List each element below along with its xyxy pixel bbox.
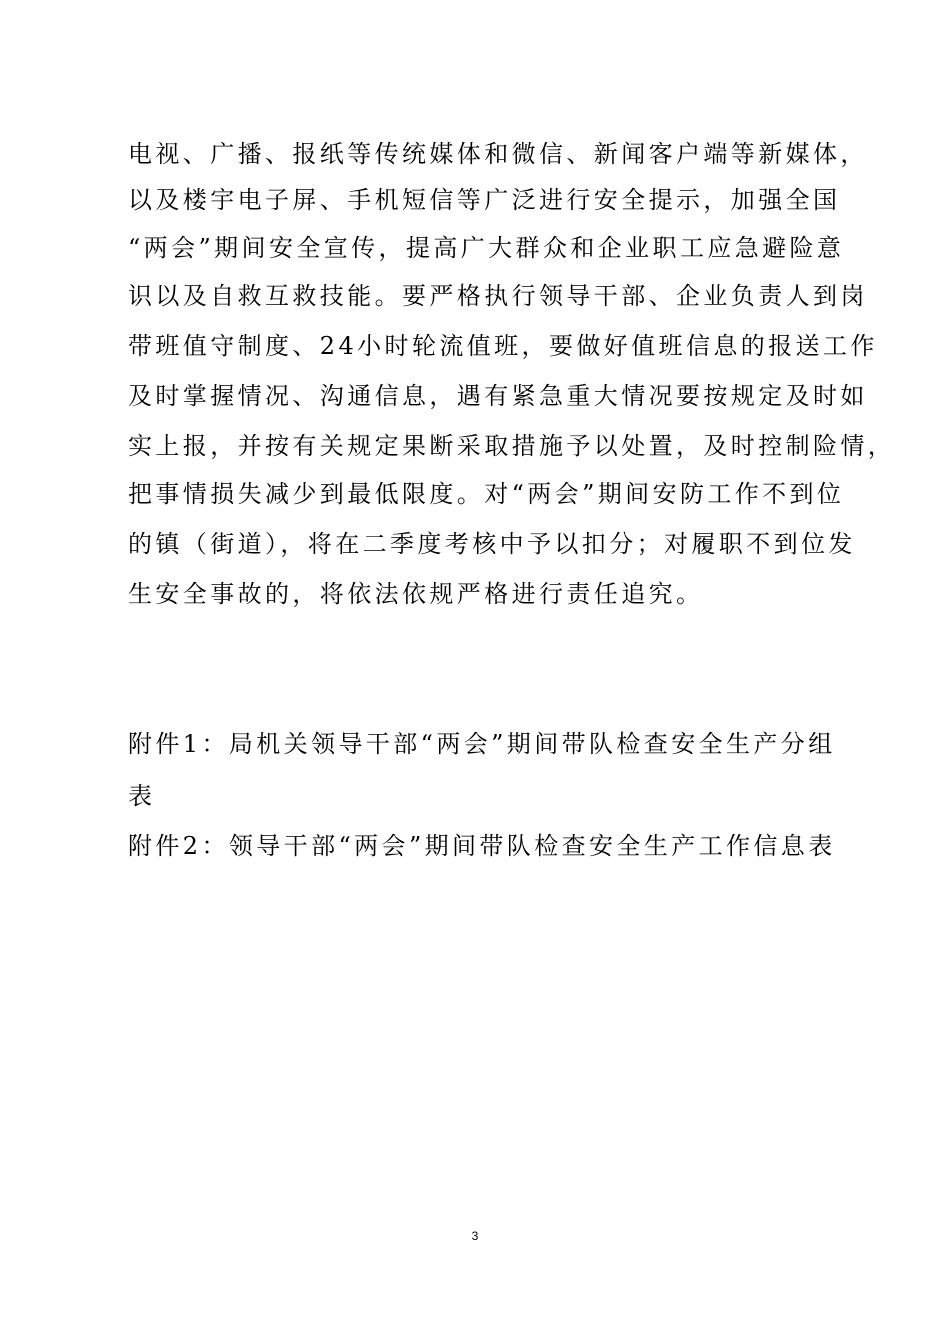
paragraph-line: 带班值守制度、24小时轮流值班，要做好值班信息的报送工作 bbox=[128, 332, 878, 360]
attachment-line: 表 bbox=[128, 782, 156, 810]
paragraph-line: “两会”期间安全宣传，提高广大群众和企业职工应急避险意 bbox=[128, 234, 845, 262]
paragraph-line: 生安全事故的，将依法依规严格进行责任追究。 bbox=[128, 580, 704, 608]
page-number: 3 bbox=[471, 1229, 479, 1243]
paragraph-line: 实上报，并按有关规定果断采取措施予以处置，及时控制险情， bbox=[128, 432, 896, 460]
paragraph-line: 把事情损失减少到最低限度。对“两会”期间安防工作不到位 bbox=[128, 480, 845, 508]
attachment-line: 附件2：领导干部“两会”期间带队检查安全生产工作信息表 bbox=[128, 832, 836, 860]
attachment-line: 附件1：局机关领导干部“两会”期间带队检查安全生产分组 bbox=[128, 730, 836, 758]
paragraph-line: 以及楼宇电子屏、手机短信等广泛进行安全提示，加强全国 bbox=[128, 186, 841, 214]
paragraph-line: 电视、广播、报纸等传统媒体和微信、新闻客户端等新媒体， bbox=[128, 140, 868, 168]
paragraph-line: 识以及自救互救技能。要严格执行领导干部、企业负责人到岗 bbox=[128, 282, 868, 310]
paragraph-line: 及时掌握情况、沟通信息，遇有紧急重大情况要按规定及时如 bbox=[128, 382, 868, 410]
paragraph-line: 的镇（街道），将在二季度考核中予以扣分；对履职不到位发 bbox=[128, 530, 856, 558]
